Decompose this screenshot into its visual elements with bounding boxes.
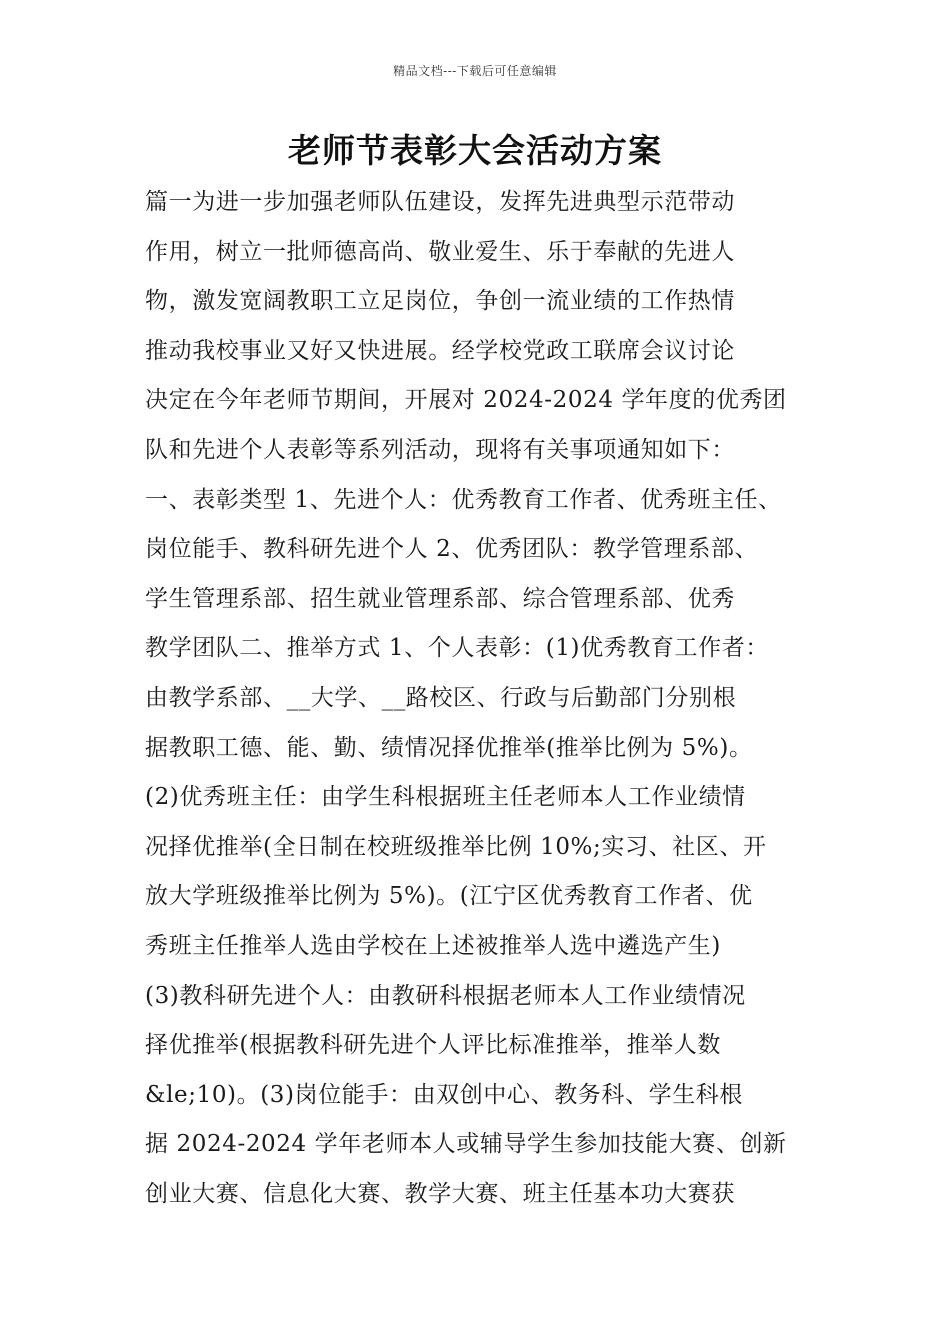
body-line: 创业大赛、信息化大赛、教学大赛、班主任基本功大赛获 [145, 1180, 735, 1207]
body-line: 岗位能手、教科研先进个人 2、优秀团队：教学管理系部、 [145, 536, 759, 563]
document-title: 老师节表彰大会活动方案 [288, 131, 662, 170]
body-line: 教学团队二、推举方式 1、个人表彰：(1)优秀教育工作者： [145, 635, 769, 662]
body-line: 况择优推举(全日制在校班级推举比例 10%;实习、社区、开 [145, 833, 767, 860]
body-line: 队和先进个人表彰等系列活动，现将有关事项通知如下： [145, 436, 735, 463]
body-line: &le;10)。(3)岗位能手：由双创中心、教务科、学生科根 [145, 1081, 744, 1108]
document-body [145, 178, 845, 1219]
body-line: 据教职工德、能、勤、绩情况择优推举(推举比例为 5%)。 [145, 734, 753, 761]
body-line: 物，激发宽阔教职工立足岗位，争创一流业绩的工作热情 [145, 288, 735, 315]
body-line: 篇一为进一步加强老师队伍建设，发挥先进典型示范带动 [145, 189, 735, 215]
body-line: 学生管理系部、招生就业管理系部、综合管理系部、优秀 [145, 585, 735, 612]
body-line: 一、表彰类型 1、先进个人：优秀教育工作者、优秀班主任、 [145, 486, 782, 513]
body-line: 由教学系部、__大学、__路校区、行政与后勤部门分别根 [145, 684, 737, 711]
body-line: 作用，树立一批师德高尚、敬业爱生、乐于奉献的先进人 [145, 238, 735, 265]
body-line: 决定在今年老师节期间，开展对 2024-2024 学年度的优秀团 [145, 387, 787, 414]
body-line: 据 2024-2024 学年老师本人或辅导学生参加技能大赛、创新 [145, 1131, 787, 1158]
body-line: 择优推举(根据教科研先进个人评比标准推举，推举人数 [145, 1032, 721, 1059]
header-note: 精品文档---下载后可任意编辑 [393, 64, 557, 78]
body-line: (3)教科研先进个人：由教研科根据老师本人工作业绩情况 [145, 982, 746, 1009]
body-line: (2)优秀班主任：由学生科根据班主任老师本人工作业绩情 [145, 784, 746, 811]
body-line: 推动我校事业又好又快进展。经学校党政工联席会议讨论 [145, 337, 735, 364]
body-line: 放大学班级推举比例为 5%)。(江宁区优秀教育工作者、优 [145, 883, 753, 910]
body-line: 秀班主任推举人选由学校在上述被推举人选中遴选产生) [145, 932, 721, 959]
